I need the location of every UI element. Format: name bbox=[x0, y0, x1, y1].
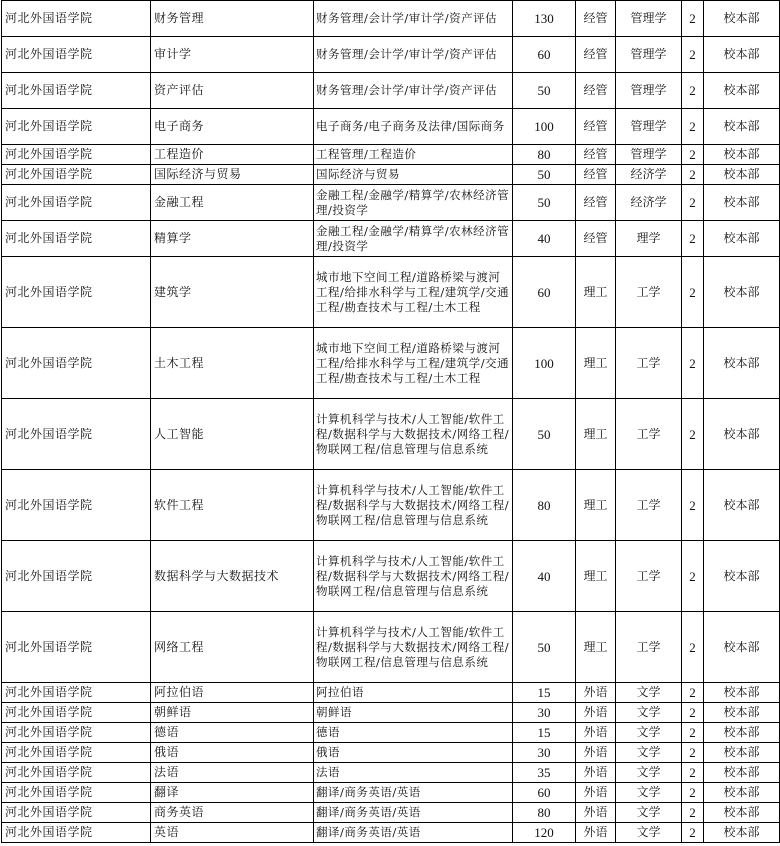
related-majors-cell: 俄语 bbox=[314, 743, 513, 763]
campus-cell: 校本部 bbox=[704, 1, 780, 37]
school-cell: 河北外国语学院 bbox=[2, 221, 151, 257]
years-cell: 2 bbox=[682, 823, 704, 843]
related-majors-cell: 朝鲜语 bbox=[314, 703, 513, 723]
table-row bbox=[2, 743, 780, 763]
major-cell: 金融工程 bbox=[151, 185, 314, 221]
major-cell: 英语 bbox=[151, 823, 314, 843]
campus-cell: 校本部 bbox=[704, 612, 780, 683]
table-row bbox=[2, 185, 780, 221]
school-cell: 河北外国语学院 bbox=[2, 399, 151, 470]
related-majors-cell: 国际经济与贸易 bbox=[314, 165, 513, 185]
school-cell: 河北外国语学院 bbox=[2, 763, 151, 783]
table-row bbox=[2, 703, 780, 723]
major-cell: 朝鲜语 bbox=[151, 703, 314, 723]
discipline-cell: 文学 bbox=[616, 763, 682, 783]
years-cell: 2 bbox=[682, 221, 704, 257]
major-cell: 翻译 bbox=[151, 783, 314, 803]
related-majors-cell: 翻译/商务英语/英语 bbox=[314, 823, 513, 843]
major-cell: 建筑学 bbox=[151, 257, 314, 328]
years-cell: 2 bbox=[682, 470, 704, 541]
plan-count-cell: 15 bbox=[513, 723, 576, 743]
table-row bbox=[2, 399, 780, 470]
school-cell: 河北外国语学院 bbox=[2, 328, 151, 399]
category-cell: 经管 bbox=[576, 165, 616, 185]
major-cell: 工程造价 bbox=[151, 145, 314, 165]
category-cell: 经管 bbox=[576, 1, 616, 37]
years-cell: 2 bbox=[682, 1, 704, 37]
campus-cell: 校本部 bbox=[704, 743, 780, 763]
school-cell: 河北外国语学院 bbox=[2, 823, 151, 843]
years-cell: 2 bbox=[682, 399, 704, 470]
category-cell: 经管 bbox=[576, 73, 616, 109]
related-majors-cell: 德语 bbox=[314, 723, 513, 743]
school-cell: 河北外国语学院 bbox=[2, 109, 151, 145]
category-cell: 理工 bbox=[576, 470, 616, 541]
related-majors-cell: 法语 bbox=[314, 763, 513, 783]
years-cell: 2 bbox=[682, 257, 704, 328]
category-cell: 外语 bbox=[576, 763, 616, 783]
related-majors-cell: 城市地下空间工程/道路桥梁与渡河工程/给排水科学与工程/建筑学/交通工程/勘查技术与工程/土木工程 bbox=[314, 328, 513, 399]
campus-cell: 校本部 bbox=[704, 723, 780, 743]
plan-count-cell: 80 bbox=[513, 470, 576, 541]
campus-cell: 校本部 bbox=[704, 763, 780, 783]
table-row bbox=[2, 37, 780, 73]
category-cell: 理工 bbox=[576, 328, 616, 399]
plan-count-cell: 80 bbox=[513, 145, 576, 165]
table-row bbox=[2, 145, 780, 165]
plan-count-cell: 60 bbox=[513, 783, 576, 803]
discipline-cell: 管理学 bbox=[616, 73, 682, 109]
plan-count-cell: 60 bbox=[513, 37, 576, 73]
table-row bbox=[2, 73, 780, 109]
related-majors-cell: 计算机科学与技术/人工智能/软件工程/数据科学与大数据技术/网络工程/物联网工程/信息管理与信息系统 bbox=[314, 612, 513, 683]
years-cell: 2 bbox=[682, 803, 704, 823]
related-majors-cell: 财务管理/会计学/审计学/资产评估 bbox=[314, 73, 513, 109]
category-cell: 外语 bbox=[576, 783, 616, 803]
discipline-cell: 工学 bbox=[616, 541, 682, 612]
related-majors-cell: 电子商务/电子商务及法律/国际商务 bbox=[314, 109, 513, 145]
category-cell: 理工 bbox=[576, 541, 616, 612]
years-cell: 2 bbox=[682, 165, 704, 185]
major-cell: 法语 bbox=[151, 763, 314, 783]
campus-cell: 校本部 bbox=[704, 803, 780, 823]
table-row bbox=[2, 221, 780, 257]
discipline-cell: 工学 bbox=[616, 257, 682, 328]
years-cell: 2 bbox=[682, 328, 704, 399]
enrollment-table bbox=[1, 0, 780, 843]
table-row bbox=[2, 823, 780, 843]
plan-count-cell: 100 bbox=[513, 328, 576, 399]
major-cell: 阿拉伯语 bbox=[151, 683, 314, 703]
school-cell: 河北外国语学院 bbox=[2, 165, 151, 185]
school-cell: 河北外国语学院 bbox=[2, 257, 151, 328]
plan-count-cell: 40 bbox=[513, 221, 576, 257]
school-cell: 河北外国语学院 bbox=[2, 723, 151, 743]
school-cell: 河北外国语学院 bbox=[2, 612, 151, 683]
major-cell: 国际经济与贸易 bbox=[151, 165, 314, 185]
discipline-cell: 工学 bbox=[616, 328, 682, 399]
campus-cell: 校本部 bbox=[704, 541, 780, 612]
discipline-cell: 经济学 bbox=[616, 165, 682, 185]
major-cell: 商务英语 bbox=[151, 803, 314, 823]
years-cell: 2 bbox=[682, 185, 704, 221]
plan-count-cell: 50 bbox=[513, 185, 576, 221]
school-cell: 河北外国语学院 bbox=[2, 145, 151, 165]
major-cell: 人工智能 bbox=[151, 399, 314, 470]
campus-cell: 校本部 bbox=[704, 683, 780, 703]
discipline-cell: 文学 bbox=[616, 803, 682, 823]
school-cell: 河北外国语学院 bbox=[2, 703, 151, 723]
school-cell: 河北外国语学院 bbox=[2, 683, 151, 703]
related-majors-cell: 金融工程/金融学/精算学/农林经济管理/投资学 bbox=[314, 221, 513, 257]
school-cell: 河北外国语学院 bbox=[2, 470, 151, 541]
major-cell: 软件工程 bbox=[151, 470, 314, 541]
table-body bbox=[2, 1, 780, 843]
plan-count-cell: 120 bbox=[513, 823, 576, 843]
discipline-cell: 文学 bbox=[616, 723, 682, 743]
discipline-cell: 管理学 bbox=[616, 145, 682, 165]
campus-cell: 校本部 bbox=[704, 823, 780, 843]
campus-cell: 校本部 bbox=[704, 328, 780, 399]
campus-cell: 校本部 bbox=[704, 257, 780, 328]
category-cell: 经管 bbox=[576, 185, 616, 221]
campus-cell: 校本部 bbox=[704, 109, 780, 145]
campus-cell: 校本部 bbox=[704, 221, 780, 257]
plan-count-cell: 60 bbox=[513, 257, 576, 328]
plan-count-cell: 35 bbox=[513, 763, 576, 783]
years-cell: 2 bbox=[682, 683, 704, 703]
years-cell: 2 bbox=[682, 783, 704, 803]
plan-count-cell: 100 bbox=[513, 109, 576, 145]
discipline-cell: 管理学 bbox=[616, 1, 682, 37]
related-majors-cell: 翻译/商务英语/英语 bbox=[314, 783, 513, 803]
plan-count-cell: 15 bbox=[513, 683, 576, 703]
discipline-cell: 工学 bbox=[616, 399, 682, 470]
plan-count-cell: 30 bbox=[513, 703, 576, 723]
table-row bbox=[2, 612, 780, 683]
school-cell: 河北外国语学院 bbox=[2, 1, 151, 37]
related-majors-cell: 计算机科学与技术/人工智能/软件工程/数据科学与大数据技术/网络工程/物联网工程/信息管理与信息系统 bbox=[314, 470, 513, 541]
table-row bbox=[2, 683, 780, 703]
major-cell: 财务管理 bbox=[151, 1, 314, 37]
table-row bbox=[2, 1, 780, 37]
campus-cell: 校本部 bbox=[704, 145, 780, 165]
category-cell: 经管 bbox=[576, 109, 616, 145]
table-row bbox=[2, 109, 780, 145]
plan-count-cell: 50 bbox=[513, 165, 576, 185]
table-row bbox=[2, 723, 780, 743]
plan-count-cell: 80 bbox=[513, 803, 576, 823]
years-cell: 2 bbox=[682, 723, 704, 743]
years-cell: 2 bbox=[682, 37, 704, 73]
related-majors-cell: 金融工程/金融学/精算学/农林经济管理/投资学 bbox=[314, 185, 513, 221]
plan-count-cell: 30 bbox=[513, 743, 576, 763]
campus-cell: 校本部 bbox=[704, 783, 780, 803]
table-row bbox=[2, 470, 780, 541]
category-cell: 外语 bbox=[576, 723, 616, 743]
years-cell: 2 bbox=[682, 109, 704, 145]
discipline-cell: 工学 bbox=[616, 470, 682, 541]
campus-cell: 校本部 bbox=[704, 185, 780, 221]
major-cell: 数据科学与大数据技术 bbox=[151, 541, 314, 612]
campus-cell: 校本部 bbox=[704, 399, 780, 470]
related-majors-cell: 城市地下空间工程/道路桥梁与渡河工程/给排水科学与工程/建筑学/交通工程/勘查技术与工程/土木工程 bbox=[314, 257, 513, 328]
category-cell: 经管 bbox=[576, 37, 616, 73]
related-majors-cell: 计算机科学与技术/人工智能/软件工程/数据科学与大数据技术/网络工程/物联网工程/信息管理与信息系统 bbox=[314, 541, 513, 612]
major-cell: 电子商务 bbox=[151, 109, 314, 145]
discipline-cell: 管理学 bbox=[616, 37, 682, 73]
category-cell: 经管 bbox=[576, 145, 616, 165]
years-cell: 2 bbox=[682, 743, 704, 763]
discipline-cell: 管理学 bbox=[616, 109, 682, 145]
related-majors-cell: 翻译/商务英语/英语 bbox=[314, 803, 513, 823]
related-majors-cell: 工程管理/工程造价 bbox=[314, 145, 513, 165]
plan-count-cell: 40 bbox=[513, 541, 576, 612]
years-cell: 2 bbox=[682, 145, 704, 165]
related-majors-cell: 计算机科学与技术/人工智能/软件工程/数据科学与大数据技术/网络工程/物联网工程/信息管理与信息系统 bbox=[314, 399, 513, 470]
school-cell: 河北外国语学院 bbox=[2, 73, 151, 109]
related-majors-cell: 财务管理/会计学/审计学/资产评估 bbox=[314, 1, 513, 37]
plan-count-cell: 50 bbox=[513, 399, 576, 470]
major-cell: 精算学 bbox=[151, 221, 314, 257]
category-cell: 外语 bbox=[576, 803, 616, 823]
table-row bbox=[2, 328, 780, 399]
years-cell: 2 bbox=[682, 612, 704, 683]
table-row bbox=[2, 783, 780, 803]
discipline-cell: 理学 bbox=[616, 221, 682, 257]
years-cell: 2 bbox=[682, 703, 704, 723]
table-row bbox=[2, 165, 780, 185]
related-majors-cell: 财务管理/会计学/审计学/资产评估 bbox=[314, 37, 513, 73]
major-cell: 德语 bbox=[151, 723, 314, 743]
campus-cell: 校本部 bbox=[704, 703, 780, 723]
table-row bbox=[2, 541, 780, 612]
category-cell: 外语 bbox=[576, 823, 616, 843]
related-majors-cell: 阿拉伯语 bbox=[314, 683, 513, 703]
discipline-cell: 文学 bbox=[616, 823, 682, 843]
discipline-cell: 工学 bbox=[616, 612, 682, 683]
school-cell: 河北外国语学院 bbox=[2, 743, 151, 763]
discipline-cell: 文学 bbox=[616, 743, 682, 763]
major-cell: 俄语 bbox=[151, 743, 314, 763]
discipline-cell: 文学 bbox=[616, 703, 682, 723]
category-cell: 理工 bbox=[576, 399, 616, 470]
plan-count-cell: 50 bbox=[513, 612, 576, 683]
major-cell: 资产评估 bbox=[151, 73, 314, 109]
major-cell: 网络工程 bbox=[151, 612, 314, 683]
discipline-cell: 经济学 bbox=[616, 185, 682, 221]
table-row bbox=[2, 257, 780, 328]
plan-count-cell: 130 bbox=[513, 1, 576, 37]
years-cell: 2 bbox=[682, 73, 704, 109]
campus-cell: 校本部 bbox=[704, 37, 780, 73]
school-cell: 河北外国语学院 bbox=[2, 803, 151, 823]
school-cell: 河北外国语学院 bbox=[2, 541, 151, 612]
years-cell: 2 bbox=[682, 541, 704, 612]
table-row bbox=[2, 763, 780, 783]
school-cell: 河北外国语学院 bbox=[2, 185, 151, 221]
table-row bbox=[2, 803, 780, 823]
discipline-cell: 文学 bbox=[616, 683, 682, 703]
category-cell: 外语 bbox=[576, 743, 616, 763]
category-cell: 经管 bbox=[576, 221, 616, 257]
category-cell: 理工 bbox=[576, 257, 616, 328]
category-cell: 外语 bbox=[576, 703, 616, 723]
years-cell: 2 bbox=[682, 763, 704, 783]
category-cell: 外语 bbox=[576, 683, 616, 703]
school-cell: 河北外国语学院 bbox=[2, 783, 151, 803]
plan-count-cell: 50 bbox=[513, 73, 576, 109]
campus-cell: 校本部 bbox=[704, 73, 780, 109]
school-cell: 河北外国语学院 bbox=[2, 37, 151, 73]
major-cell: 土木工程 bbox=[151, 328, 314, 399]
campus-cell: 校本部 bbox=[704, 165, 780, 185]
discipline-cell: 文学 bbox=[616, 783, 682, 803]
campus-cell: 校本部 bbox=[704, 470, 780, 541]
major-cell: 审计学 bbox=[151, 37, 314, 73]
category-cell: 理工 bbox=[576, 612, 616, 683]
